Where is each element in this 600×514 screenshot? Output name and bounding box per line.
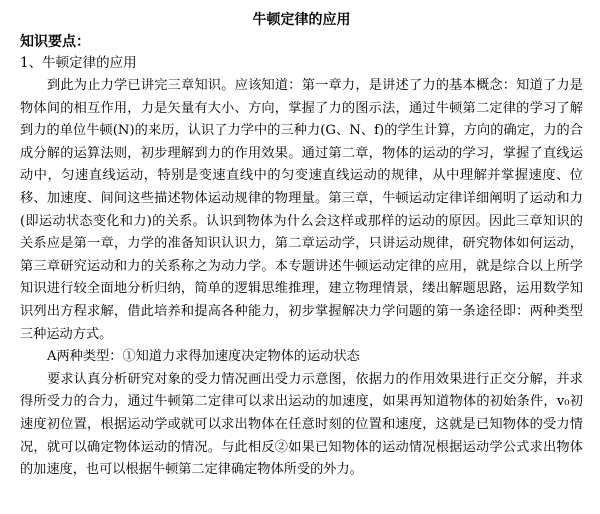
type-line: A两种类型：①知道力求得加速度决定物体的运动状态 (47, 349, 360, 365)
document-title: 牛顿定律的应用 (252, 12, 351, 28)
paragraph-force-analysis: 要求认真分析研究对象的受力情况画出受力示意图，依据力的作用效果进行正交分解，并求得所受力的合力，通过牛顿第二定律可以求出运动的加速度，如果再知道物体的初始条件，v₀初速度初位置，根据运动学或就可以求出物体在任意时刻的位置和速度，这就是已知物体的受力情况，就可以确定物体运动的情况。与此相反②如果已知物体的运动情况根据运动学公式求出物体的加速度，也可以根据牛顿第二定律确定物体所受的外力。 (20, 371, 583, 478)
paragraph-overview: 到此为止力学已讲完三章知识。应该知道：第一章力，是讲述了力的基本概念：知道了力是物体间的相互作用，力是矢量有大小、方向，掌握了力的图示法，通过牛顿第二定律的学习了解到力的单位牛顿(N)的来历，认识了力学中的三种力(G、N、f)的学生计算，方向的确定，力的合成分解的运算法则，初步理解到力的作用效果。通过第二章，物体的运动的学习，掌握了直线运动中，匀速直线运动，特别是变速直线中的匀变速直线运动的规律，从中理解并掌握速度、位移、加速度、间间这些描述物体运动规律的物理量。第三章，牛顿运动定律详细阐明了运动和力(即运动状态变化和力)的关系。认识到物体为什么会这样或那样的运动的原因。因此三章知识的关系应是第一章，力学的准备知识认识力，第二章运动学，只讲运动规律，研究物体如何运动，第三章研究运动和力的关系称之为动力学。本专题讲述牛顿运动定律的应用，就是综合以上所学知识进行较全面地分析归纳，简单的逻辑思维推理，建立物理情景，缕出解题思路，运用数学知识列出方程求解，借此培养和提高各种能力，初步掌握解决力学问题的第一条途径即：两种类型三种运动方式。 (20, 78, 583, 342)
section-heading: 知识要点： (20, 34, 90, 50)
sub-heading: 1、牛顿定律的应用 (20, 55, 137, 71)
